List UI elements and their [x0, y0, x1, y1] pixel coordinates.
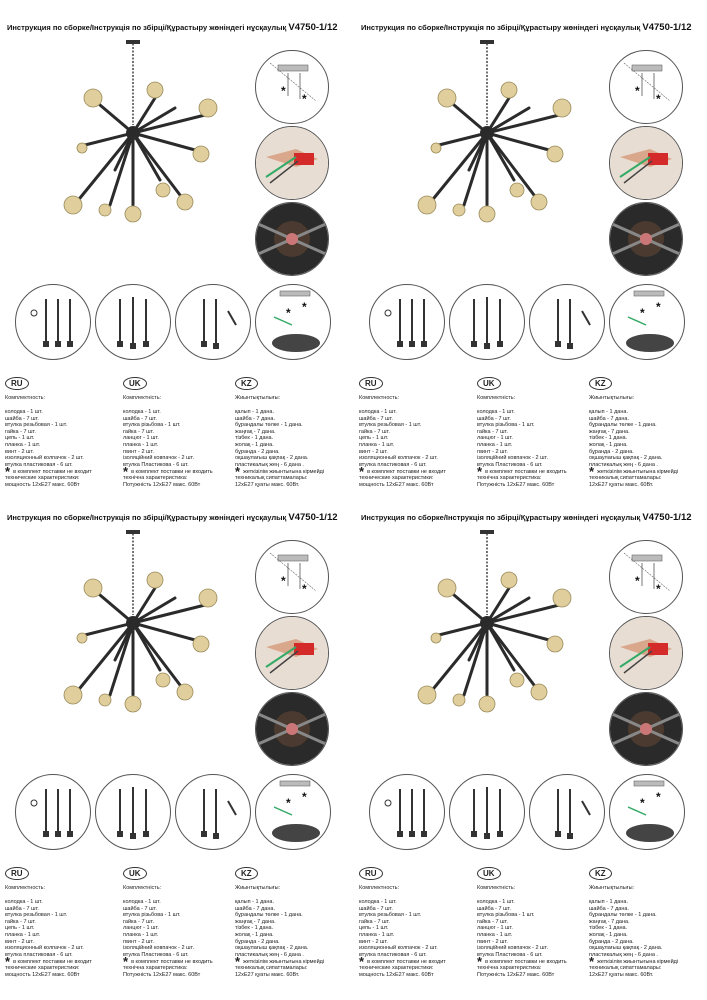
- contents-item: цепь - 1 шт.: [359, 925, 389, 932]
- spec-header: технічна характеристика:: [477, 475, 542, 482]
- contents-item: гайка - 7 шт.: [359, 428, 390, 435]
- step4-illustration: [15, 284, 91, 360]
- spec-header: технические характеристики:: [359, 475, 434, 482]
- spec-header: технические характеристики:: [5, 475, 80, 482]
- contents-item: пластикалық жең - 6 дана .: [235, 951, 304, 958]
- contents-item: планка - 1 шт.: [5, 441, 41, 448]
- contents-header: Комплектность:: [359, 395, 400, 401]
- spec-header: технические характеристики:: [5, 965, 80, 972]
- step5-illustration: [449, 774, 525, 850]
- step6-illustration: [175, 284, 251, 360]
- lang-badge-kz: KZ: [589, 867, 612, 880]
- title-text: Инструкция по сборке/Інструкція по збірці/Құрастыру жөніндегі нұсқаулық: [7, 23, 289, 32]
- model-number: V4750-1/12: [288, 512, 338, 523]
- contents-item: втулка пластиковая - 6 шт.: [5, 951, 73, 958]
- contents-item: жолақ - 1 дана.: [235, 441, 274, 448]
- contents-item: гайка - 7 шт.: [5, 918, 36, 925]
- contents-item: планка - 1 шт.: [123, 441, 159, 448]
- lang-badge-ru: RU: [359, 377, 383, 390]
- svg-text:*: *: [656, 790, 661, 804]
- spec-header: техникалық сипаттамалары:: [235, 965, 308, 972]
- lang-badge-ru: RU: [5, 867, 29, 880]
- contents-item: шайба - 7 шт.: [5, 905, 39, 912]
- step4-illustration: [369, 284, 445, 360]
- svg-text:*: *: [302, 92, 307, 106]
- step5-illustration: [95, 284, 171, 360]
- contents-item: гайка - 7 шт.: [359, 918, 390, 925]
- contents-item: втулка резьбовая - 1 шт.: [359, 422, 422, 429]
- lang-badge-uk: UK: [123, 377, 147, 390]
- spec-value: 12хЕ27 қуаты макс. 60Вт.: [235, 971, 300, 978]
- svg-text:*: *: [286, 306, 291, 320]
- contents-item: планка - 1 шт.: [359, 931, 395, 938]
- contents-header: Комплектность:: [5, 395, 46, 401]
- contents-item: изоляционный колпачок - 2 шт.: [359, 945, 438, 952]
- contents-item: планка - 1 шт.: [123, 931, 159, 938]
- svg-text:*: *: [635, 574, 640, 588]
- contents-item: колодка - 1 шт.: [477, 899, 515, 905]
- contents-item: изоляционный колпачок - 2 шт.: [5, 455, 84, 462]
- svg-text:*: *: [640, 796, 645, 810]
- not-included-note-kz: * жеткізілім жиынтығына кірмейді: [235, 954, 325, 969]
- svg-text:*: *: [286, 796, 291, 810]
- contents-item: изоляционный колпачок - 2 шт.: [359, 455, 438, 462]
- contents-header: Комплектність:: [123, 885, 162, 891]
- step7-illustration: [255, 774, 331, 850]
- instruction-panel: [354, 490, 699, 980]
- asterisk-icon: *: [5, 954, 11, 969]
- title-text: Инструкция по сборке/Інструкція по збірці/Құрастыру жөніндегі нұсқаулық: [361, 513, 643, 522]
- contents-item: втулка пластиковая - 6 шт.: [359, 951, 427, 958]
- lang-badge-uk: UK: [477, 867, 501, 880]
- spec-value: мощность 12хЕ27 макс. 60Вт: [359, 971, 434, 978]
- contents-item: колодка - 1 шт.: [359, 409, 397, 415]
- contents-item: пластикалық жең - 6 дана .: [235, 461, 304, 468]
- svg-text:*: *: [656, 300, 661, 314]
- contents-item: колодка - 1 шт.: [5, 409, 43, 415]
- contents-item: гвинт - 2 шт.: [123, 938, 154, 945]
- contents-item: тізбек - 1 дана.: [589, 435, 628, 442]
- contents-item: втулка різьбова - 1 шт.: [477, 422, 535, 429]
- spec-value: Потужність 12хЕ27 макс. 60Вт: [477, 971, 555, 978]
- not-included-note-ru: * в комплект поставки не входит: [359, 464, 446, 479]
- chandelier-illustration: [55, 30, 225, 240]
- chandelier-illustration: [409, 520, 579, 730]
- contents-item: шайба - 7 шт.: [477, 415, 511, 422]
- contents-item: винт - 2 шт.: [5, 938, 34, 945]
- spec-header: техникалық сипаттамалары:: [589, 965, 662, 972]
- model-number: V4750-1/12: [288, 22, 338, 33]
- contents-item: бұранда - 2 дана.: [235, 938, 280, 945]
- contents-item: втулка пластиковая - 6 шт.: [359, 461, 427, 468]
- contents-item: шайба - 7 шт.: [123, 415, 157, 422]
- contents-item: шайба - 7 шт.: [123, 905, 157, 912]
- asterisk-icon: *: [5, 464, 11, 479]
- svg-text:*: *: [302, 582, 307, 596]
- title-text: Инструкция по сборке/Інструкція по збірці/Құрастыру жөніндегі нұсқаулық: [361, 23, 643, 32]
- svg-text:*: *: [302, 300, 307, 314]
- title-text: Инструкция по сборке/Інструкція по збірці/Құрастыру жөніндегі нұсқаулық: [7, 513, 289, 522]
- spec-header: технічна характеристика:: [477, 965, 542, 972]
- contents-item: тізбек - 1 дана.: [235, 435, 274, 442]
- contents-item: жолақ - 1 дана.: [589, 931, 628, 938]
- asterisk-icon: *: [477, 464, 483, 479]
- spec-value: мощность 12хЕ27 макс. 60Вт: [5, 481, 80, 488]
- contents-item: ізоляційний ковпачок - 2 шт.: [477, 945, 548, 952]
- svg-text:*: *: [640, 306, 645, 320]
- step4-illustration: [15, 774, 91, 850]
- svg-text:*: *: [281, 84, 286, 98]
- contents-header: Жиынтықтылығы:: [235, 885, 281, 891]
- contents-header: Комплектность:: [359, 885, 400, 891]
- svg-text:*: *: [656, 92, 661, 106]
- spec-header: технічна характеристика:: [123, 475, 188, 482]
- contents-list: [235, 899, 345, 958]
- lang-badge-kz: KZ: [235, 377, 258, 390]
- contents-item: оқшаулағыш қақпақ - 2 дана.: [235, 945, 309, 952]
- contents-item: планка - 1 шт.: [477, 931, 513, 938]
- contents-item: бұрандалы төлке - 1 дана.: [235, 422, 303, 429]
- contents-item: планка - 1 шт.: [5, 931, 41, 938]
- step6-illustration: [175, 774, 251, 850]
- contents-item: колодка - 1 шт.: [123, 409, 161, 415]
- step3-illustration: [255, 692, 329, 766]
- contents-item: изоляционный колпачок - 2 шт.: [5, 945, 84, 952]
- spec-header: технические характеристики:: [359, 965, 434, 972]
- spec-header: техникалық сипаттамалары:: [235, 475, 308, 482]
- contents-item: пластикалық жең - 6 дана .: [589, 461, 658, 468]
- contents-item: гайка - 7 шт.: [477, 428, 508, 435]
- spec-value: 12хЕ27 қуаты макс. 60Вт.: [589, 481, 654, 488]
- contents-item: винт - 2 шт.: [5, 448, 34, 455]
- contents-list: [477, 409, 587, 468]
- contents-item: шайба - 7 дана.: [235, 905, 275, 912]
- contents-list: [359, 409, 469, 468]
- contents-item: оқшаулағыш қақпақ - 2 дана.: [235, 455, 309, 462]
- contents-item: ланцюг - 1 шт.: [477, 435, 513, 442]
- spec-value: мощность 12хЕ27 макс. 60Вт: [5, 971, 80, 978]
- spec-value: Потужність 12хЕ27 макс. 60Вт: [123, 481, 201, 488]
- step2-illustration: [609, 126, 683, 200]
- svg-text:*: *: [656, 582, 661, 596]
- contents-item: колодка - 1 шт.: [359, 899, 397, 905]
- contents-item: шайба - 7 шт.: [359, 415, 393, 422]
- contents-item: гайка - 7 шт.: [5, 428, 36, 435]
- contents-item: бұранда - 2 дана.: [589, 938, 634, 945]
- svg-text:*: *: [635, 84, 640, 98]
- not-included-note-uk: * в комплект поставки не входить: [123, 464, 213, 479]
- lang-badge-kz: KZ: [235, 867, 258, 880]
- contents-item: винт - 2 шт.: [359, 938, 388, 945]
- step5-illustration: [449, 284, 525, 360]
- lang-badge-uk: UK: [123, 867, 147, 880]
- contents-header: Жиынтықтылығы:: [589, 885, 635, 891]
- not-included-note-kz: * жеткізілім жиынтығына кірмейді: [589, 464, 679, 479]
- contents-list: [235, 409, 345, 468]
- contents-item: қалып - 1 дана.: [235, 899, 274, 905]
- contents-item: втулка Пластикова - 6 шт.: [477, 461, 543, 468]
- spec-header: технічна характеристика:: [123, 965, 188, 972]
- spec-value: мощность 12хЕ27 макс. 60Вт: [359, 481, 434, 488]
- contents-item: ізоляційний ковпачок - 2 шт.: [123, 455, 194, 462]
- step1-illustration: [255, 540, 329, 614]
- asterisk-icon: *: [589, 954, 595, 969]
- model-number: V4750-1/12: [642, 22, 692, 33]
- step7-illustration: [255, 284, 331, 360]
- step5-illustration: [95, 774, 171, 850]
- not-included-note-kz: * жеткізілім жиынтығына кірмейді: [235, 464, 325, 479]
- contents-item: бұрандалы төлке - 1 дана.: [235, 912, 303, 919]
- lang-badge-uk: UK: [477, 377, 501, 390]
- asterisk-icon: *: [477, 954, 483, 969]
- lang-badge-ru: RU: [359, 867, 383, 880]
- chandelier-illustration: [409, 30, 579, 240]
- contents-item: жолақ - 1 дана.: [235, 931, 274, 938]
- contents-list: [359, 899, 469, 958]
- contents-item: бұрандалы төлке - 1 дана.: [589, 422, 657, 429]
- contents-item: тізбек - 1 дана.: [589, 925, 628, 932]
- contents-item: втулка різьбова - 1 шт.: [123, 912, 181, 919]
- contents-item: колодка - 1 шт.: [5, 899, 43, 905]
- step3-illustration: [609, 692, 683, 766]
- contents-item: колодка - 1 шт.: [477, 409, 515, 415]
- contents-item: гайка - 7 шт.: [477, 918, 508, 925]
- not-included-note-ru: * в комплект поставки не входит: [359, 954, 446, 969]
- contents-list: [589, 409, 699, 468]
- contents-list: [123, 899, 233, 958]
- contents-item: гайка - 7 шт.: [123, 428, 154, 435]
- contents-item: жаңғақ - 7 дана.: [589, 428, 630, 435]
- contents-item: втулка різьбова - 1 шт.: [477, 912, 535, 919]
- spec-value: 12хЕ27 қуаты макс. 60Вт.: [589, 971, 654, 978]
- spec-value: 12хЕ27 қуаты макс. 60Вт.: [235, 481, 300, 488]
- contents-item: бұранда - 2 дана.: [235, 448, 280, 455]
- contents-item: шайба - 7 дана.: [589, 415, 629, 422]
- not-included-note-ru: * в комплект поставки не входит: [5, 464, 92, 479]
- step3-illustration: [609, 202, 683, 276]
- contents-header: Комплектність:: [477, 395, 516, 401]
- contents-item: ізоляційний ковпачок - 2 шт.: [477, 455, 548, 462]
- step1-illustration: [609, 50, 683, 124]
- instruction-panel: [354, 0, 699, 490]
- contents-item: шайба - 7 дана.: [235, 415, 275, 422]
- contents-header: Комплектність:: [477, 885, 516, 891]
- step2-illustration: [609, 616, 683, 690]
- asterisk-icon: *: [235, 954, 241, 969]
- contents-item: втулка пластиковая - 6 шт.: [5, 461, 73, 468]
- contents-item: планка - 1 шт.: [359, 441, 395, 448]
- contents-item: втулка резьбовая - 1 шт.: [359, 912, 422, 919]
- asterisk-icon: *: [359, 954, 365, 969]
- asterisk-icon: *: [123, 954, 129, 969]
- svg-text:*: *: [302, 790, 307, 804]
- step1-illustration: [255, 50, 329, 124]
- contents-item: ланцюг - 1 шт.: [477, 925, 513, 932]
- model-number: V4750-1/12: [642, 512, 692, 523]
- contents-list: [5, 409, 115, 468]
- contents-item: бұрандалы төлке - 1 дана.: [589, 912, 657, 919]
- contents-item: ланцюг - 1 шт.: [123, 925, 159, 932]
- asterisk-icon: *: [235, 464, 241, 479]
- spec-value: Потужність 12хЕ27 макс. 60Вт: [123, 971, 201, 978]
- contents-list: [123, 409, 233, 468]
- contents-item: цепь - 1 шт.: [5, 925, 35, 932]
- lang-badge-kz: KZ: [589, 377, 612, 390]
- contents-header: Комплектность:: [5, 885, 46, 891]
- not-included-note-ru: * в комплект поставки не входит: [5, 954, 92, 969]
- step2-illustration: [255, 126, 329, 200]
- asterisk-icon: *: [589, 464, 595, 479]
- contents-item: гвинт - 2 шт.: [477, 448, 508, 455]
- contents-item: гвинт - 2 шт.: [123, 448, 154, 455]
- contents-item: шайба - 7 дана.: [589, 905, 629, 912]
- contents-item: бұранда - 2 дана.: [589, 448, 634, 455]
- contents-item: винт - 2 шт.: [359, 448, 388, 455]
- contents-item: втулка Пластикова - 6 шт.: [123, 951, 189, 958]
- contents-item: оқшаулағыш қақпақ - 2 дана.: [589, 945, 663, 952]
- contents-item: шайба - 7 шт.: [5, 415, 39, 422]
- contents-item: қалып - 1 дана.: [589, 409, 628, 415]
- lang-badge-ru: RU: [5, 377, 29, 390]
- step7-illustration: [609, 774, 685, 850]
- contents-item: гвинт - 2 шт.: [477, 938, 508, 945]
- contents-item: қалып - 1 дана.: [589, 899, 628, 905]
- contents-item: ізоляційний ковпачок - 2 шт.: [123, 945, 194, 952]
- contents-header: Жиынтықтылығы:: [589, 395, 635, 401]
- contents-item: ланцюг - 1 шт.: [123, 435, 159, 442]
- contents-item: колодка - 1 шт.: [123, 899, 161, 905]
- contents-item: жаңғақ - 7 дана.: [589, 918, 630, 925]
- contents-list: [589, 899, 699, 958]
- contents-item: гайка - 7 шт.: [123, 918, 154, 925]
- step6-illustration: [529, 284, 605, 360]
- instruction-panel: [0, 0, 345, 490]
- spec-header: техникалық сипаттамалары:: [589, 475, 662, 482]
- step3-illustration: [255, 202, 329, 276]
- asterisk-icon: *: [359, 464, 365, 479]
- contents-item: жаңғақ - 7 дана.: [235, 918, 276, 925]
- spec-value: Потужність 12хЕ27 макс. 60Вт: [477, 481, 555, 488]
- step6-illustration: [529, 774, 605, 850]
- step4-illustration: [369, 774, 445, 850]
- contents-item: втулка Пластикова - 6 шт.: [123, 461, 189, 468]
- step1-illustration: [609, 540, 683, 614]
- contents-item: қалып - 1 дана.: [235, 409, 274, 415]
- contents-item: пластикалық жең - 6 дана .: [589, 951, 658, 958]
- contents-header: Жиынтықтылығы:: [235, 395, 281, 401]
- contents-item: втулка різьбова - 1 шт.: [123, 422, 181, 429]
- contents-item: втулка резьбовая - 1 шт.: [5, 422, 68, 429]
- not-included-note-uk: * в комплект поставки не входить: [477, 464, 567, 479]
- instruction-panel: [0, 490, 345, 980]
- contents-header: Комплектність:: [123, 395, 162, 401]
- chandelier-illustration: [55, 520, 225, 730]
- contents-item: шайба - 7 шт.: [477, 905, 511, 912]
- not-included-note-kz: * жеткізілім жиынтығына кірмейді: [589, 954, 679, 969]
- step7-illustration: [609, 284, 685, 360]
- contents-item: жаңғақ - 7 дана.: [235, 428, 276, 435]
- contents-item: цепь - 1 шт.: [5, 435, 35, 442]
- contents-item: шайба - 7 шт.: [359, 905, 393, 912]
- contents-list: [477, 899, 587, 958]
- asterisk-icon: *: [123, 464, 129, 479]
- not-included-note-uk: * в комплект поставки не входить: [477, 954, 567, 969]
- contents-item: планка - 1 шт.: [477, 441, 513, 448]
- contents-item: жолақ - 1 дана.: [589, 441, 628, 448]
- not-included-note-uk: * в комплект поставки не входить: [123, 954, 213, 969]
- contents-item: втулка Пластикова - 6 шт.: [477, 951, 543, 958]
- contents-list: [5, 899, 115, 958]
- contents-item: тізбек - 1 дана.: [235, 925, 274, 932]
- contents-item: цепь - 1 шт.: [359, 435, 389, 442]
- contents-item: втулка резьбовая - 1 шт.: [5, 912, 68, 919]
- svg-text:*: *: [281, 574, 286, 588]
- step2-illustration: [255, 616, 329, 690]
- contents-item: оқшаулағыш қақпақ - 2 дана.: [589, 455, 663, 462]
